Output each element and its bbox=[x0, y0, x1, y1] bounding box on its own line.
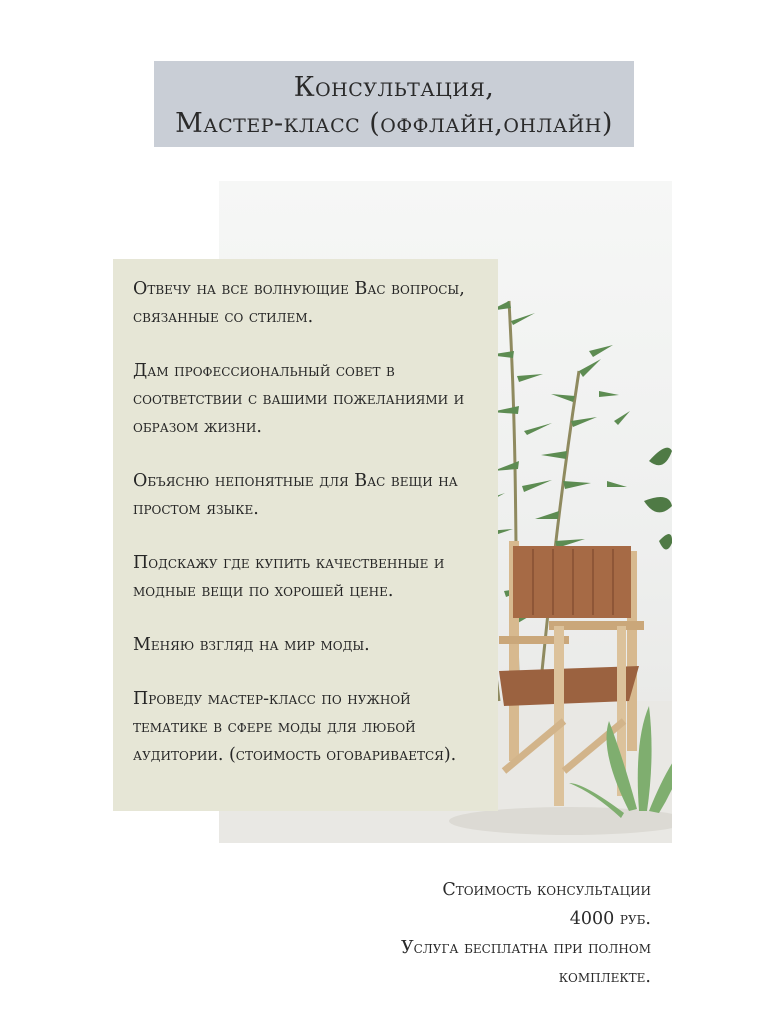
service-paragraph-1: Отвечу на все волнующие Вас вопросы, связанные со стилем. bbox=[133, 279, 465, 327]
page-title-line-1: Консультация, bbox=[293, 72, 495, 103]
service-paragraph-3: Объясню непонятные для Вас вещи на простом языке. bbox=[133, 471, 458, 519]
service-paragraph-2: Дам профессиональный совет в соответствии с вашими пожеланиями и образом жизни. bbox=[133, 361, 465, 437]
pricing-note-line-2: комплекте. bbox=[558, 967, 651, 987]
services-card bbox=[113, 259, 498, 811]
service-paragraph-4: Подскажу где купить качественные и модные вещи по хорошей цене. bbox=[133, 553, 445, 601]
pricing-block bbox=[331, 876, 651, 992]
title-banner bbox=[154, 61, 634, 147]
pricing-label: Стоимость консультации bbox=[442, 880, 651, 900]
page-title-line-2: Мастер-класс (оффлайн,онлайн) bbox=[175, 108, 613, 139]
pricing-note-line-1: Услуга бесплатна при полном bbox=[400, 938, 651, 958]
service-paragraph-5: Меняю взгляд на мир моды. bbox=[133, 635, 370, 655]
pricing-amount: 4000 руб. bbox=[569, 909, 651, 929]
service-paragraph-6: Проведу мастер-класс по нужной тематике в сфере моды для любой аудитории. (стоимость оговаривается). bbox=[133, 689, 457, 765]
